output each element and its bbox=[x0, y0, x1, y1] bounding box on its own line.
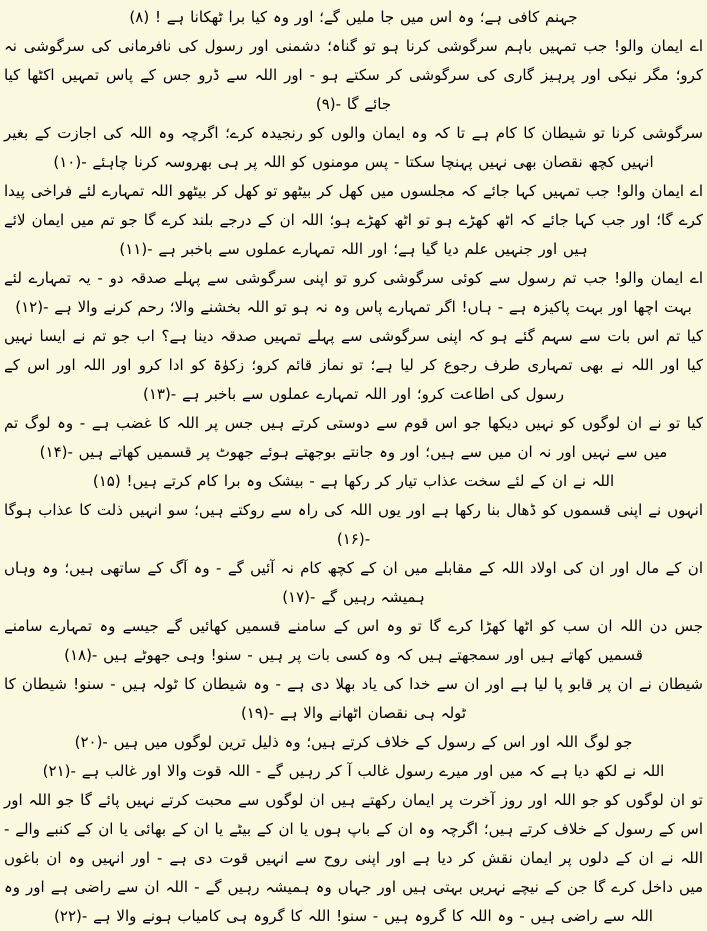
verse-paragraph-14: کیا تو نے ان لوگوں کو نہیں دیکھا جو اس قوم سے دوستی کرتے ہیں جس پر اللہ کا غضب ہے - وہ لوگ تم میں سے نہیں اور نہ ان میں سے ہیں؛ اور وہ جانتے بوجھتے ہوئے جھوٹ پر قسمیں کھاتے ہیں -(۱۴) bbox=[4, 414, 703, 461]
verse-paragraph-9: اے ایمان والو! جب تمہیں باہم سرگوشی کرنا ہو تو گناہ؛ دشمنی اور رسول کی نافرمانی کی سرگوشی نہ کرو؛ مگر نیکی اور پرہیز گاری کی سرگوشی کر سکتے ہو - اور اللہ سے ڈرو جس کے پاس تمہیں اکٹھا کیا جائے گا -(۹) bbox=[4, 37, 703, 113]
verse-paragraph-20: جو لوگ اللہ اور اس کے رسول کے خلاف کرتے ہیں؛ وہ ذلیل ترین لوگوں میں ہیں -(۲۰) bbox=[74, 733, 633, 751]
verse-paragraph-13: کیا تم اس بات سے سہم گئے ہو کہ اپنی سرگوشی سے پہلے تمہیں صدقہ دینا ہے؟ اب جو تم نے ایسا نہیں کیا اور اللہ نے بھی تمہاری طرف رجوع کر لیا ہے؛ تو نماز قائم کرو؛ زکوٰۃ کو ادا کرو اور اللہ اور اس کے رسول کی اطاعت کرو؛ اور اللہ تمہارے عملوں سے باخبر ہے -(۱۳) bbox=[4, 327, 703, 403]
verse-paragraph-22: تو ان لوگوں کو جو اللہ اور روز آخرت پر ایمان رکھتے ہیں ان لوگوں سے محبت کرتے نہیں پائے گا جو اللہ اور اس کے رسول کے خلاف کرتے ہیں؛ اگرچہ وہ ان کے باپ ہوں یا ان کے بیٹے یا ان کے بھائی یا ان کے کنبے والے - اللہ نے ان کے دلوں پر ایمان نقش کر دیا ہے اور اپنی روح سے انہیں قوت دی ہے - اور انہیں وہ ان باغوں میں داخل کرے گا جن کے نیچے نہریں بہتی ہیں اور جہاں وہ ہمیشہ رہیں گے - اللہ ان سے راضی ہے اور وہ اللہ سے راضی ہیں - وہ اللہ کا گروہ ہیں - سنو! اللہ کا گروہ ہی کامیاب ہونے والا ہے -(۲۲) bbox=[4, 791, 703, 925]
verse-paragraph-16: انہوں نے اپنی قسموں کو ڈھال بنا رکھا ہے اور یوں اللہ کی راہ سے روکتے ہیں؛ سو انہیں ذلت کا عذاب ہوگا -(۱۶) bbox=[4, 501, 703, 548]
verse-paragraph-8: جہنم کافی ہے؛ وہ اس میں جا ملیں گے؛ اور وہ کیا برا ٹھکانا ہے ! (۸) bbox=[129, 8, 578, 26]
verse-paragraph-15: اللہ نے ان کے لئے سخت عذاب تیار کر رکھا ہے - بیشک وہ برا کام کرتے ہیں! (۱۵) bbox=[92, 472, 615, 490]
verse-paragraph-12: اے ایمان والو! جب تم رسول سے کوئی سرگوشی کرو تو اپنی سرگوشی سے پہلے صدقہ دو - یہ تمہارے لئے بہت اچھا اور بہت پاکیزہ ہے - ہاں! اگر تمہارے پاس وہ نہ ہو تو اللہ بخشنے والا؛ رحم کرنے والا ہے -(۱۲) bbox=[4, 269, 703, 316]
verse-paragraph-21: اللہ نے لکھ دیا ہے کہ میں اور میرے رسول غالب آ کر رہیں گے - اللہ قوت والا اور غالب ہے -(۲۱) bbox=[42, 762, 665, 780]
verse-paragraph-11: اے ایمان والو! جب تمہیں کہا جائے کہ مجلسوں میں کھل کر بیٹھو تو کھل کر بیٹھو اللہ تمہارے لئے فراخی پیدا کرے گا؛ اور جب کہا جائے کہ اٹھ کھڑے ہو تو اٹھ کھڑے ہو؛ اللہ ان کے درجے بلند کرے گا جو تم میں ایمان لائے ہیں اور جنہیں علم دیا گیا ہے؛ اور اللہ تمہارے عملوں سے باخبر ہے -(۱۱) bbox=[4, 182, 703, 258]
verse-paragraph-18: جس دن اللہ ان سب کو اٹھا کھڑا کرے گا تو وہ اس کے سامنے قسمیں کھائیں گے جیسے وہ تمہارے سامنے قسمیں کھاتے ہیں اور سمجھتے ہیں کہ وہ کسی بات پر ہیں - سنو! وہی جھوٹے ہیں -(۱۸) bbox=[4, 617, 703, 664]
verse-paragraph-19: شیطان نے ان پر قابو پا لیا ہے اور ان سے خدا کی یاد بھلا دی ہے - وہ شیطان کا ٹولہ ہیں - سنو! شیطان کا ٹولہ ہی نقصان اٹھانے والا ہے -(۱۹) bbox=[4, 675, 703, 722]
verse-paragraph-17: ان کے مال اور ان کی اولاد اللہ کے مقابلے میں ان کے کچھ کام نہ آئیں گے - وہ آگ کے ساتھی ہیں؛ وہ وہاں ہمیشہ رہیں گے -(۱۷) bbox=[4, 559, 703, 606]
verse-paragraph-10: سرگوشی کرنا تو شیطان کا کام ہے تا کہ وہ ایمان والوں کو رنجیدہ کرے؛ اگرچہ وہ اللہ کی اجازت کے بغیر انہیں کچھ نقصان بھی نہیں پہنچا سکتا - پس مومنوں کو اللہ پر ہی بھروسہ کرنا چاہئے -(۱۰) bbox=[4, 124, 703, 171]
